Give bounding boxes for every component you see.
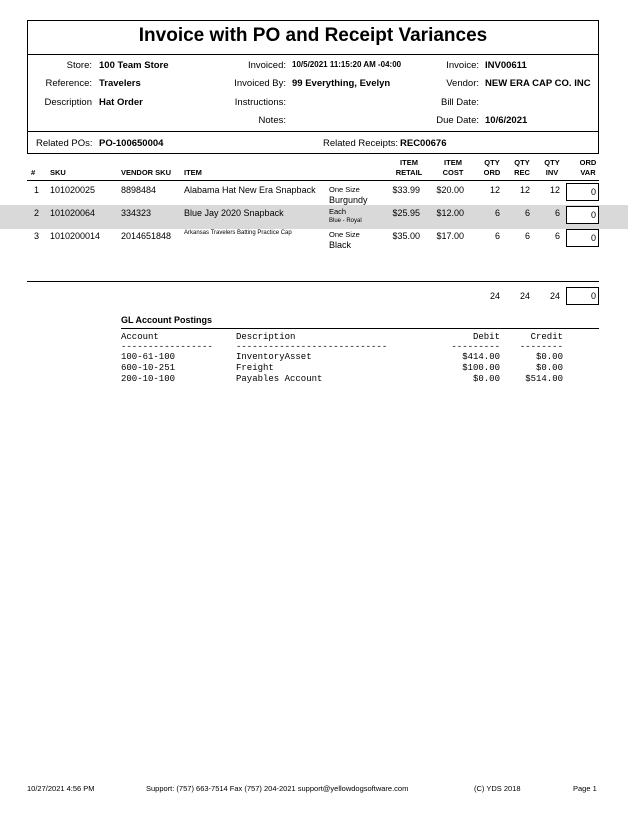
invoiced-by-label: Invoiced By: [234,78,286,89]
col-num: # [31,168,36,177]
reference-label: Reference: [45,78,92,89]
col-qty-ord: QTY ORD [483,158,501,177]
related-pos-value: PO-100650004 [99,138,164,149]
reference-value: Travelers [99,78,141,89]
gl-credit: $0.00 [535,352,563,362]
related-receipts-value: REC00676 [400,138,447,149]
invoiced-label: Invoiced: [247,60,286,71]
row-color: Blue - Royal [329,218,362,224]
gl-debit: $100.00 [462,363,500,373]
vendor-value: NEW ERA CAP CO. INC [485,78,591,89]
gl-debit-dashes: --------- [451,342,500,352]
col-qty-rec: QTY REC [514,158,530,177]
due-date-value: 10/6/2021 [485,115,528,126]
totals-rule [27,281,599,282]
row-qty-rec: 6 [524,231,530,241]
col-item-retail: ITEM RETAIL [395,158,423,177]
gl-account: 200-10-100 [121,374,176,384]
row-cost: $20.00 [436,185,464,195]
invoiced-value: 10/5/2021 11:15:20 AM -04:00 [292,60,402,69]
row-retail: $35.00 [392,231,420,241]
gl-title: GL Account Postings [121,315,213,325]
gl-debit-header: Debit [472,332,500,342]
row-color: Black [329,240,352,250]
row-qty-rec: 12 [519,185,530,195]
row-item: Alabama Hat New Era Snapback [184,185,316,195]
page-title: Invoice with PO and Receipt Variances [138,25,488,46]
row-qty-inv: 6 [554,208,560,218]
description-value: Hat Order [99,97,143,108]
row-vendor-sku: 8898484 [121,185,157,195]
gl-credit: $514.00 [525,374,563,384]
col-qty-inv: QTY INV [544,158,560,177]
title-divider [27,54,599,55]
row-sku: 101020025 [50,185,96,195]
gl-description: Payables Account [236,374,323,384]
row-num: 3 [34,231,40,241]
total-ord-var: 0 [566,287,599,305]
row-size: One Size [329,230,360,239]
footer-support: Support: (757) 663-7514 Fax (757) 204-2021 support@yellowdogsoftware.com [146,784,409,793]
row-retail: $25.95 [392,208,420,218]
col-item: ITEM [184,168,202,177]
total-qty-inv: 24 [549,291,560,301]
row-retail: $33.99 [392,185,420,195]
row-ord-var: 0 [566,183,599,201]
total-qty-rec: 24 [519,291,530,301]
row-cost: $17.00 [436,231,464,241]
related-pos-label: Related POs: [36,138,93,149]
total-qty-ord: 24 [489,291,500,301]
related-receipts-label: Related Receipts: [323,138,398,149]
invoice-value: INV00611 [485,60,527,71]
gl-credit-dashes: -------- [519,342,563,352]
col-ord-var: ORD VAR [579,158,597,177]
row-item: Arkansas Travelers Batting Practice Cap [184,230,292,236]
row-sku: 1010200014 [50,231,101,241]
gl-credit: $0.00 [535,363,563,373]
gl-account: 100-61-100 [121,352,176,362]
gl-account-header: Account [121,332,159,342]
gl-description-dashes: ---------------------------- [236,342,388,352]
gl-debit: $414.00 [462,352,500,362]
row-qty-ord: 12 [489,185,500,195]
row-vendor-sku: 334323 [121,208,152,218]
gl-account-dashes: ----------------- [121,342,213,352]
row-qty-inv: 12 [549,185,560,195]
row-num: 2 [34,208,40,218]
row-item: Blue Jay 2020 Snapback [184,208,284,218]
gl-description-header: Description [236,332,296,342]
footer-printed-date: 10/27/2021 4:56 PM [27,784,95,793]
description-label: Description [44,97,92,108]
gl-debit: $0.00 [472,374,500,384]
vendor-label: Vendor: [446,78,479,89]
invoice-label: Invoice: [446,60,479,71]
store-label: Store: [66,60,92,71]
header-rule [27,180,599,181]
row-qty-ord: 6 [494,208,500,218]
row-size: One Size [329,185,360,194]
store-value: 100 Team Store [99,60,169,71]
row-ord-var: 0 [566,229,599,247]
footer-page-number: Page 1 [573,784,597,793]
footer-copyright: (C) YDS 2018 [474,784,521,793]
col-item-cost: ITEM COST [442,158,464,177]
bill-date-label: Bill Date: [440,97,479,108]
row-num: 1 [34,185,40,195]
gl-description: Freight [236,363,274,373]
gl-account: 600-10-251 [121,363,176,373]
gl-credit-header: Credit [530,332,563,342]
row-qty-rec: 6 [524,208,530,218]
row-ord-var: 0 [566,206,599,224]
row-qty-ord: 6 [494,231,500,241]
row-size: Each [329,207,347,216]
instructions-label: Instructions: [234,97,286,108]
col-vendor-sku: VENDOR SKU [121,168,172,177]
row-color: Burgundy [329,195,368,205]
row-sku: 101020064 [50,208,96,218]
row-vendor-sku: 2014651848 [121,231,172,241]
col-sku: SKU [50,168,66,177]
notes-label: Notes: [258,115,286,126]
invoiced-by-value: 99 Everything, Evelyn [292,78,391,89]
row-cost: $12.00 [436,208,464,218]
row-qty-inv: 6 [554,231,560,241]
due-date-label: Due Date: [436,115,479,126]
gl-title-rule [121,328,599,329]
gl-description: InventoryAsset [236,352,312,362]
